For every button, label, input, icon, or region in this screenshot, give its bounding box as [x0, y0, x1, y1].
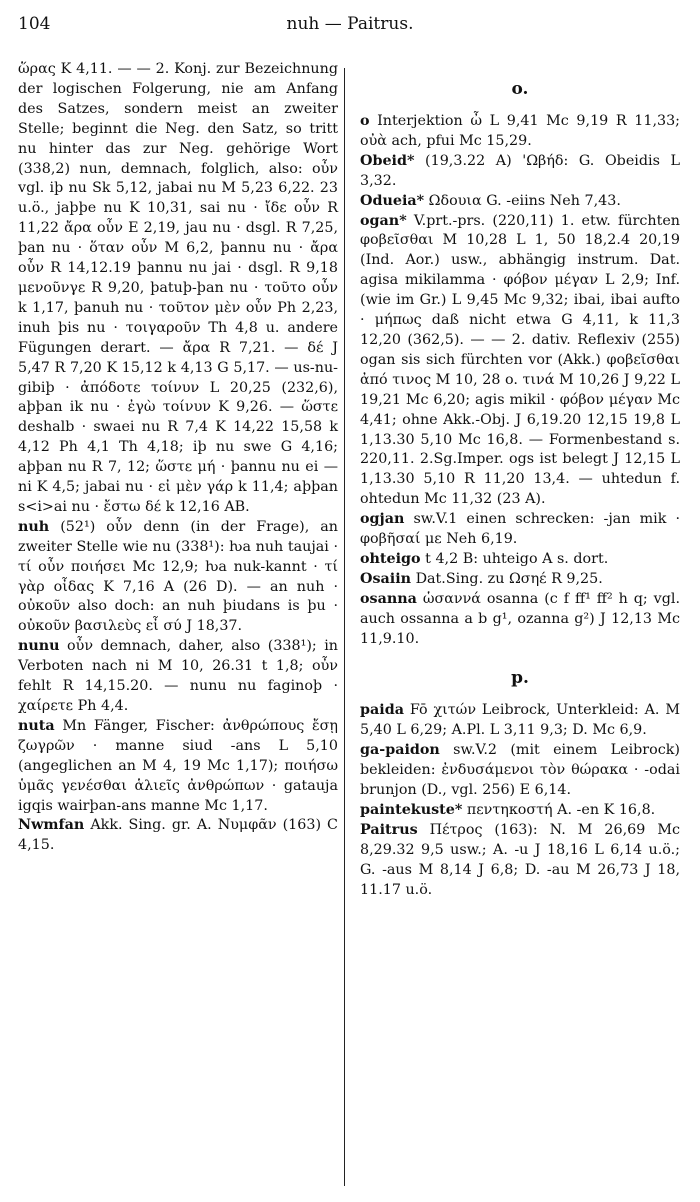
entry-text: Πέτρος (163): N. M 26,69 Mc 8,29.32 9,5 usw.; A. -u J 18,16 L 6,14 u.ö.; G. -aus M 8,14 J 6,8; D. -au M 26,73 J 18, 11.17 u.ö. — [360, 821, 680, 898]
entry-text: ὡσαννά osanna (c f ff¹ ff² h q; vgl. auch ossanna a b g¹, ozanna g²) J 12,13 Mc 11,9.10. — [360, 590, 680, 647]
entry-text: Fō χιτών Leibrock, Unterkleid: A. M 5,40 L 6,29; A.Pl. L 3,11 9,3; D. Mc 6,9. — [360, 702, 680, 739]
entry-headword: nuh — [18, 518, 50, 535]
dictionary-entry — [360, 550, 680, 570]
dictionary-entry — [360, 112, 680, 152]
entry-headword: o — [360, 113, 370, 129]
entry-headword: Obeid* — [360, 152, 415, 169]
entry-headword: ohteigo — [360, 550, 421, 567]
entry-text: Ωδουια G. -eiins Neh 7,43. — [424, 192, 621, 209]
dictionary-entry — [360, 192, 680, 212]
entry-headword: paida — [360, 702, 404, 719]
entry-text: Dat.Sing. zu Ωσηέ R 9,25. — [411, 570, 603, 587]
entry-headword: ga-paidon — [360, 742, 440, 759]
dictionary-entry — [18, 717, 338, 817]
dictionary-entry — [360, 701, 680, 741]
dictionary-entry — [360, 212, 680, 511]
entry-headword: Odueia* — [360, 192, 425, 209]
entry-text: sw.V.1 einen schrecken: -jan mik · φοβῆσαί με Neh 6,19. — [360, 511, 680, 548]
right-column — [360, 60, 680, 901]
entry-headword: osanna — [360, 590, 417, 607]
dictionary-entry — [360, 801, 680, 821]
entry-headword: paintekuste* — [360, 802, 463, 818]
entry-headword: ogan* — [360, 212, 407, 229]
page-number: 104 — [18, 14, 51, 34]
entry-text: V.prt.-prs. (220,11) 1. etw. fürchten φοβεῖσθαι M 10,28 L 1, 50 18,2.4 20,19 (Ind. Aor.) usw., abhängig instrum. Dat. agisa mikilamma · φόβον μέγαν L 2,9; Inf. (wie im Gr.) L 9,45 Mc 9,32; ibai, ibai aufto · μήπως daß nicht etwa G 4,11, k 11,3 12,20 (362,5). — — 2. dativ. Reflexiv (255) ogan sis sich fürchten vor (Akk.) φοβεῖσθαι ἀπό τινος M 10, 28 o. τινά M 10,26 J 9,22 L 19,21 Mc 6,20; agis mikil · φόβον μέγαν Mc 4,41; ohne Akk.-Obj. J 6,19.20 12,15 19,8 L 1,13.30 5,10 Mc 16,8. — Formenbestand s. 220,11. 2.Sg.Imper. ogs ist belegt J 12,15 L 1,13.30 5,10 R 11,20 13,4. — uhtedun f. ohtedun Mc 11,32 (23 A). — [360, 212, 680, 508]
dictionary-entry — [360, 510, 680, 550]
section-heading-p: p. — [511, 668, 529, 689]
entry-text: πεντηκοστή A. -en K 16,8. — [462, 802, 656, 818]
entry-text: Interjektion ὦ L 9,41 Mc 9,19 R 11,33; οὐὰ ach, pfui Mc 15,29. — [360, 113, 680, 149]
dictionary-entry — [18, 637, 338, 717]
entry-text: (52¹) οὖν denn (in der Frage), an zweiter Stelle wie nu (338¹): ƕa nuh taujai · τί οὖν ποιήσει Mc 12,9; ƕa nuk-kannt · τί γὰρ οἶδας K 7,16 A (26 D). — an nuh · οὐκοῦν also doch: an nuh þiudans is þu · οὐκοῦν βασιλεὺς εἶ σύ J 18,37. — [18, 518, 338, 635]
entry-text: Mn Fänger, Fischer: ἀνθρώπους ἔσῃ ζωγρῶν · manne siud -ans L 5,10 (angeglichen an M 4, 19 Mc 1,17); ποιήσω ὑμᾶς γενέσθαι ἁλιεῖς ἀνθρώπων · gataujа igqis wairþan-ans manne Mc 1,17. — [18, 717, 338, 814]
dictionary-entry — [360, 821, 680, 901]
running-title: nuh — Paitrus. — [286, 14, 414, 34]
column-divider — [344, 68, 345, 1186]
dictionary-entry — [360, 570, 680, 590]
left-column — [18, 60, 338, 856]
dictionary-entry-continuation — [18, 60, 338, 518]
running-head — [18, 10, 682, 38]
dictionary-entry — [360, 590, 680, 650]
entry-text: οὖν demnach, daher, also (338¹); in Verboten nach ni M 10, 26.31 t 1,8; οὖν fehlt R 14,15.20. — nunu nu faginoþ · χαίρετε Ph 4,4. — [18, 638, 338, 714]
dictionary-entry — [360, 741, 680, 801]
entry-headword: nuta — [18, 717, 55, 734]
entry-headword: nunu — [18, 638, 60, 655]
entry-headword: ogjan — [360, 511, 405, 528]
entry-text: Akk. Sing. gr. A. Νυμφᾶν (163) C 4,15. — [18, 817, 338, 854]
entry-headword: Paitrus — [360, 821, 418, 838]
dictionary-entry — [18, 518, 338, 637]
dictionary-entry — [18, 816, 338, 856]
section-heading-o: o. — [511, 79, 529, 99]
entry-text: t 4,2 B: uhteigo A s. dort. — [420, 550, 609, 567]
entry-headword: Osaiin — [360, 570, 412, 587]
entry-headword: Nwmfan — [18, 817, 85, 834]
entry-text: (19,3.22 A) 'Ωβήδ: G. Obeidis L 3,32. — [360, 152, 680, 189]
dictionary-entry — [360, 152, 680, 192]
entry-text: ὥρας K 4,11. — — 2. Konj. zur Bezeichnung der logischen Folgerung, nie am Anfang des Satzes, sondern meist an zweiter Stelle; beginnt die Neg. den Satz, so tritt nu hinter das zur Neg. gehörige Wort (338,2) nun, demnach, folglich, also: οὖν vgl. iþ nu Sk 5,12, jabai nu M 5,23 6,22. 23 u.ö., jaþþe nu K 10,31, sai nu · ἴδε οὖν R 11,22 ἄρα οὖν E 2,19, jau nu · dsgl. R 7,25, þan nu · ὅταν οὖν M 6,2, þannu nu · ἄρα οὖν R 14,12.19 þannu nu jai · dsgl. R 9,18 μενοῦνγε R 9,20, þatuþ-þan nu · τοῦτο οὖν k 1,17, þanuh nu · τοῦτον μὲν οὖν Ph 2,23, inuh þis nu · τοιγαροῦν Th 4,8 u. andere Fügungen derart. — ἄρα R 7,21. — δέ J 5,47 R 7,20 K 15,12 k 4,13 G 5,17. — us-nu-gibiþ · ἀπόδοτε τοίνυν L 20,25 (232,6), aþþan ik nu · ἐγὼ τοίνυν K 9,26. — ὥστε deshalb · swaei nu R 7,4 K 14,22 15,58 k 4,12 Ph 4,1 Th 4,18; iþ nu swe G 4,16; aþþan nu R 7, 12; ὥστε μή · þannu nu ei — ni K 4,5; jabai nu · εἰ μὲν γάρ k 11,4; aþþan s<i>ai nu · ἔστω δέ k 12,16 AB. — [18, 61, 338, 515]
entry-text: sw.V.2 (mit einem Leibrock) bekleiden: ἐνδυσάμενοι τὸν θώρακα · -odai brunjon (D., vgl. 256) E 6,14. — [360, 742, 680, 799]
